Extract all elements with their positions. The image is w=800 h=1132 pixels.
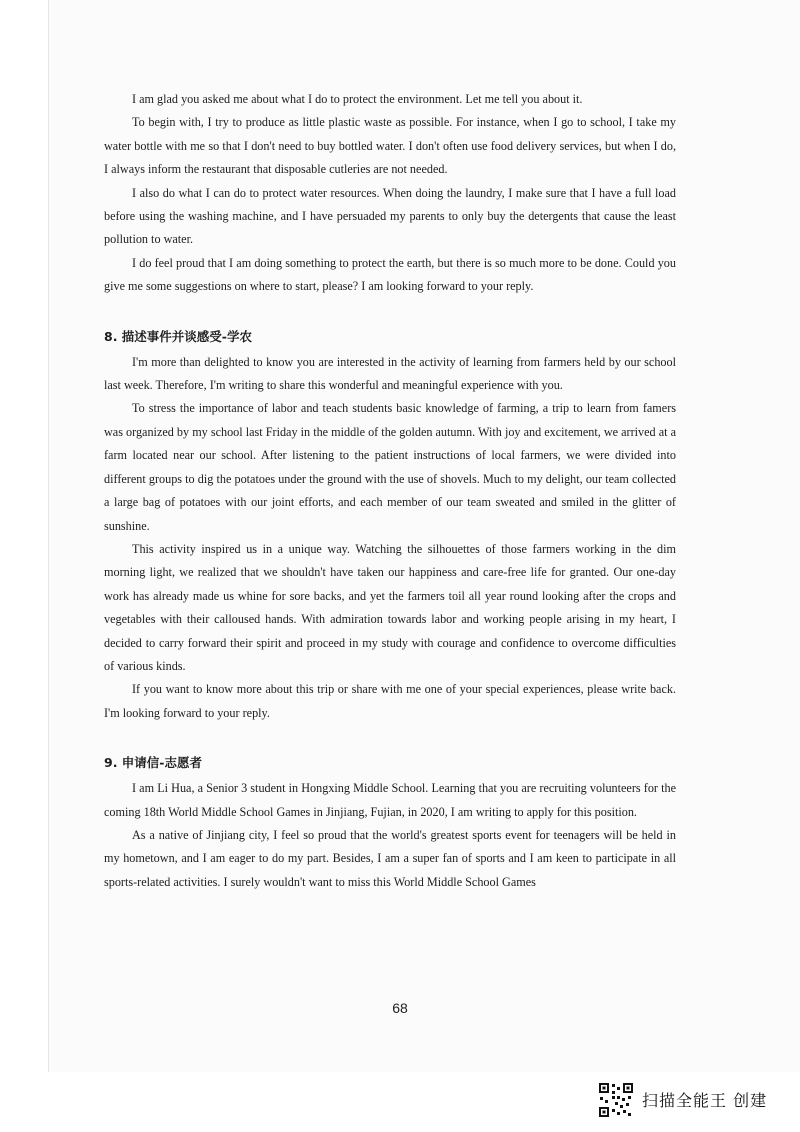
section-heading: 9. 申请信-志愿者 [104, 755, 202, 771]
paragraph: This activity inspired us in a unique way. Watching the silhouettes of those farmers working in the dim morning light, we realized that we shouldn't have taken our happiness and care-free life for granted. Our one-day work has already made us whine for sore backs, and yet the farmers toil all year round looking after the crops and vegetables with their calloused hands. With admiration towards labor and working people arising in my heart, I decided to carry forward their spirit and proceed in my study with courage and confidence to overcome difficulties of various kinds. [104, 541, 676, 673]
paragraph: I do feel proud that I am doing something to protect the earth, but there is so much more to be done. Could you give me some suggestions on where to start, please? I am looking forward to your reply. [104, 255, 676, 294]
paragraph: To stress the importance of labor and teach students basic knowledge of farming, a trip to learn from famers was organized by my school last Friday in the middle of the golden autumn. With joy and excitement, we arrived at a farm located near our school. After listening to the patient instructions of local farmers, we were divided into different groups to dig the potatoes under the ground with the use of shovels. Much to my delight, our team collected a large bag of potatoes with our joint efforts, and each member of our team sweated and smiled in the glitter of sunshine. [104, 401, 676, 533]
paragraph: I am glad you asked me about what I do to protect the environment. Let me tell you about it. [132, 92, 583, 106]
paragraph: To begin with, I try to produce as little plastic waste as possible. For instance, when I go to school, I take my water bottle with me so that I don't need to buy bottled water. I don't often use food delivery services, but when I do, I always inform the restaurant that disposable cutleries are not needed. [104, 115, 676, 177]
paragraph: As a native of Jinjiang city, I feel so proud that the world's greatest sports event for teenagers will be held in my hometown, and I am eager to do my part. Besides, I am a super fan of sports and I am keen to participate in all sports-related activities. I surely wouldn't want to miss this World Middle School Games [104, 827, 676, 889]
paragraph: I also do what I can do to protect water resources. When doing the laundry, I make sure that I have a full load before using the washing machine, and I have persuaded my parents to only buy the detergents that cause the least pollution to water. [104, 185, 676, 247]
section-heading: 8. 描述事件并谈感受-学农 [104, 328, 252, 344]
paragraph: I am Li Hua, a Senior 3 student in Hongxing Middle School. Learning that you are recruiting volunteers for the coming 18th World Middle School Games in Jinjiang, Fujian, in 2020, I am writing to apply for this position. [104, 781, 676, 819]
qr-code-icon [598, 1082, 634, 1118]
paragraph: I'm more than delighted to know you are interested in the activity of learning from farmers held by our school last week. Therefore, I'm writing to share this wonderful and meaningful experience with you. [104, 354, 676, 393]
page-number: 68 [392, 1000, 408, 1016]
paragraph: If you want to know more about this trip or share with me one of your special experiences, please write back. I'm looking forward to your reply. [104, 682, 676, 720]
scanner-label: 扫描全能王 创建 [642, 1091, 768, 1110]
document-body [104, 88, 676, 894]
